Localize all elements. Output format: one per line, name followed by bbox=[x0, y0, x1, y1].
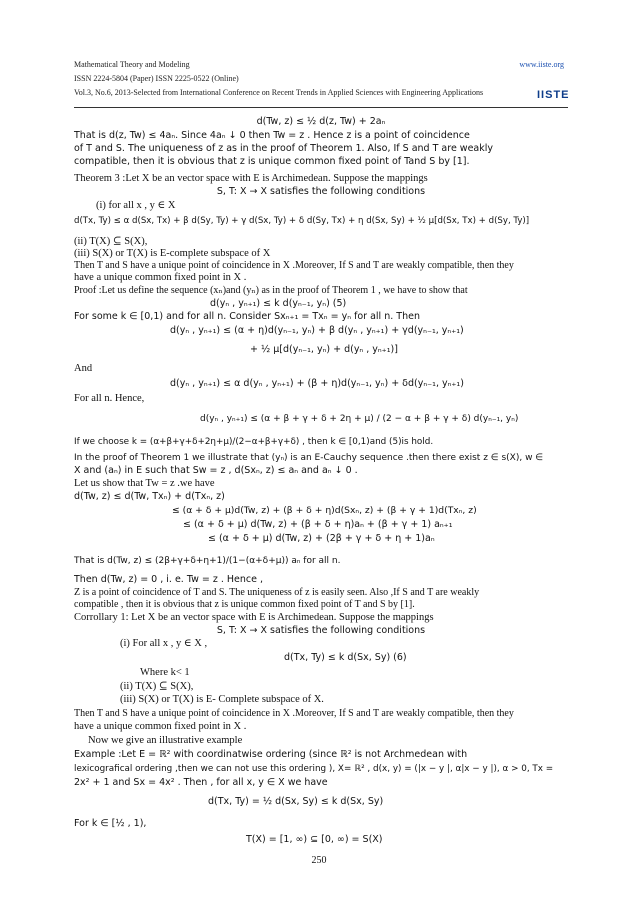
equation: ≤ (α + δ + μ) d(Tw, z) + (2β + γ + δ + η + 1)aₙ bbox=[208, 533, 435, 544]
equation: T(X) = [1, ∞) ⊆ [0, ∞) = S(X) bbox=[246, 834, 383, 845]
text-line: For all n. Hence, bbox=[74, 393, 145, 404]
equation: d(yₙ , yₙ₊₁) ≤ (α + η)d(yₙ₋₁, yₙ) + β d(yₙ , yₙ₊₁) + γd(yₙ₋₁, yₙ₊₁) bbox=[170, 325, 464, 336]
page-number: 250 bbox=[311, 855, 327, 866]
condition-item: (i) for all x , y ∈ X bbox=[96, 200, 176, 211]
text-line: For k ∈ [½ , 1), bbox=[74, 818, 147, 829]
iiste-logo: IISTE bbox=[537, 89, 570, 101]
text-line: And bbox=[74, 363, 93, 374]
text-line: That is d(Tw, z) ≤ (2β+γ+δ+η+1)/(1−(α+δ+μ)) aₙ for all n. bbox=[74, 556, 341, 566]
volume-line: Vol.3, No.6, 2013-Selected from International Conference on Recent Trends in Applied Sciences with Engineering Applications bbox=[74, 88, 484, 97]
text-line: 2x² + 1 and Sx = 4x² . Then , for all x, y ∈ X we have bbox=[74, 777, 328, 788]
condition-item: (iii) S(X) or T(X) is E-complete subspace of X bbox=[74, 248, 271, 259]
equation: ≤ (α + δ + μ) d(Tw, z) + (β + δ + η)aₙ + (β + γ + 1) aₙ₊₁ bbox=[183, 519, 453, 530]
equation: d(yₙ , yₙ₊₁) ≤ (α + β + γ + δ + 2η + μ) / (2 − α + β + γ + δ) d(yₙ₋₁, yₙ) bbox=[200, 414, 519, 424]
equation: S, T: X → X satisfies the following conditions bbox=[216, 625, 426, 636]
journal-title: Mathematical Theory and Modeling bbox=[74, 60, 190, 69]
header-rule bbox=[74, 107, 568, 108]
equation: d(yₙ , yₙ₊₁) ≤ k d(yₙ₋₁, yₙ) (5) bbox=[210, 298, 347, 309]
text-line: have a unique common fixed point in X . bbox=[74, 721, 247, 732]
text-line: Then T and S have a unique point of coincidence in X .Moreover, If S and T are weakly compatible, then they bbox=[74, 260, 514, 271]
text-line: Now we give an illustrative example bbox=[88, 735, 243, 746]
condition-item: (ii) T(X) ⊆ S(X), bbox=[74, 236, 148, 247]
proof-heading: Proof :Let us define the sequence (xₙ)and (yₙ) as in the proof of Theorem 1 , we have to show that bbox=[74, 285, 468, 296]
text-line: If we choose k = (α+β+γ+δ+2η+μ)/(2−α+β+γ+δ) , then k ∈ [0,1)and (5)is hold. bbox=[74, 437, 434, 447]
equation: + ½ μ[d(yₙ₋₁, yₙ) + d(yₙ , yₙ₊₁)] bbox=[250, 344, 398, 355]
text-line: compatible, then it is obvious that z is unique common fixed point of Tand S by [1]. bbox=[74, 156, 470, 167]
text-line: have a unique common fixed point in X . bbox=[74, 272, 247, 283]
text-line: That is d(z, Tw) ≤ 4aₙ. Since 4aₙ ↓ 0 then Tw = z . Hence z is a point of coincidence bbox=[74, 130, 470, 141]
condition-item: (iii) S(X) or T(X) is E- Complete subspace of X. bbox=[120, 694, 324, 705]
corollary-1-heading: Corrollary 1: Let X be an vector space with E is Archimedean. Suppose the mappings bbox=[74, 612, 434, 623]
text-line: of T and S. The uniqueness of z as in the proof of Theorem 1. Also, If S and T are weakly bbox=[74, 143, 494, 154]
example-heading: Example :Let E = ℝ² with coordinatwise ordering (since ℝ² is not Archmedean with bbox=[74, 749, 468, 760]
condition-item: Where k< 1 bbox=[140, 667, 190, 678]
condition-item: (ii) T(X) ⊆ S(X), bbox=[120, 681, 194, 692]
equation: d(Tw, z) ≤ ½ d(z, Tw) + 2aₙ bbox=[256, 116, 386, 127]
text-line: Let us show that Tw = z .we have bbox=[74, 478, 215, 489]
text-line: Then T and S have a unique point of coincidence in X .Moreover, If S and T are weakly compatible, then they bbox=[74, 708, 514, 719]
equation: d(Tx, Ty) ≤ α d(Sx, Tx) + β d(Sy, Ty) + γ d(Sx, Ty) + δ d(Sy, Tx) + η d(Sx, Sy) + ½ μ[d(Sx, Tx) + d(Sy, Ty)] bbox=[74, 216, 530, 226]
equation: d(Tx, Ty) ≤ k d(Sx, Sy) (6) bbox=[284, 652, 407, 663]
equation: d(Tw, z) ≤ d(Tw, Txₙ) + d(Txₙ, z) bbox=[74, 491, 225, 502]
issn-line: ISSN 2224-5804 (Paper) ISSN 2225-0522 (Online) bbox=[74, 74, 239, 83]
equation: d(Tx, Ty) = ½ d(Sx, Sy) ≤ k d(Sx, Sy) bbox=[208, 796, 384, 807]
equation: S, T: X → X satisfies the following conditions bbox=[216, 186, 426, 197]
equation: d(yₙ , yₙ₊₁) ≤ α d(yₙ , yₙ₊₁) + (β + η)d(yₙ₋₁, yₙ) + δd(yₙ₋₁, yₙ₊₁) bbox=[170, 378, 464, 389]
text-line: lexicografical ordering ,then we can not use this ordering ), X= ℝ² , d(x, y) = (|x − y |, α|x − y |), α > 0, Tx = bbox=[74, 764, 554, 774]
text-line: Z is a point of coincidence of T and S. The uniqueness of z is easily seen. Also ,If S and T are weakly bbox=[74, 587, 480, 598]
journal-url-link[interactable]: www.iiste.org bbox=[519, 60, 564, 69]
text-line: For some k ∈ [0,1) and for all n. Consider Sxₙ₊₁ = Txₙ = yₙ for all n. Then bbox=[74, 311, 420, 322]
text-line: Then d(Tw, z) = 0 , i. e. Tw = z . Hence , bbox=[74, 574, 264, 585]
condition-item: (i) For all x , y ∈ X , bbox=[120, 638, 208, 649]
text-line: compatible , then it is obvious that z is unique common fixed point of T and S by [1]. bbox=[74, 599, 415, 610]
equation: ≤ (α + δ + μ)d(Tw, z) + (β + δ + η)d(Sxₙ, z) + (β + γ + 1)d(Txₙ, z) bbox=[172, 505, 477, 516]
text-line: X and (aₙ) in E such that Sw = z , d(Sxₙ, z) ≤ aₙ and aₙ ↓ 0 . bbox=[74, 465, 358, 476]
theorem-3-heading: Theorem 3 :Let X be an vector space with E is Archimedean. Suppose the mappings bbox=[74, 173, 428, 184]
text-line: In the proof of Theorem 1 we illustrate that (yₙ) is an E-Cauchy sequence .then there exist z ∈ s(X), w ∈ bbox=[74, 453, 544, 463]
